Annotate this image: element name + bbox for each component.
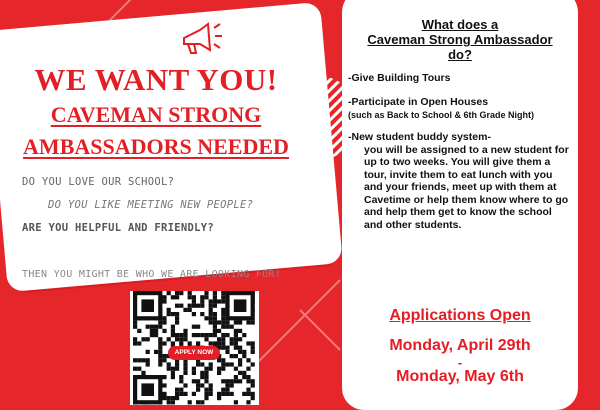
duty-open-houses [348,96,572,121]
duty-open-houses-note: (such as Back to School & 6th Grade Night) [348,109,535,120]
duty-buddy-system [348,131,572,231]
tagline: THEN YOU MIGHT BE WHO WE ARE LOOKING FOR! [22,269,282,280]
apply-now-button[interactable]: APPLY NOW [168,346,220,360]
applications-start-date: Monday, April 29th [389,337,531,354]
duty-buddy-label: -New student buddy system- [348,131,491,143]
subhead-line1: CAVEMAN STRONG [50,102,262,127]
applications-date-separator: - [457,355,463,370]
headline: WE WANT YOU! [34,62,278,97]
question-helpful: ARE YOU HELPFUL AND FRIENDLY? [22,222,215,234]
right-title-line1: What does a [421,17,499,32]
megaphone-icon [178,16,224,56]
duty-open-houses-label: -Participate in Open Houses [348,96,489,108]
duty-tours: -Give Building Tours [348,72,451,84]
right-title-line2: Caveman Strong Ambassador [367,32,553,47]
duty-buddy-body: you will be assigned to a new student for up to two weeks. You will give them a tour, invite them to eat lunch with you and your friends, meet up with them at Cavetime or help them know where to go and help them get to know the school and other students. [364,143,569,231]
subhead-line2: AMBASSADORS NEEDED [23,134,289,159]
right-title-line3: do? [448,47,472,62]
question-meeting-people: DO YOU LIKE MEETING NEW PEOPLE? [48,199,254,211]
applications-end-date: Monday, May 6th [396,368,524,385]
applications-title: Applications Open [389,307,531,324]
question-love-school: DO YOU LOVE OUR SCHOOL? [22,176,175,188]
right-title [348,17,572,62]
